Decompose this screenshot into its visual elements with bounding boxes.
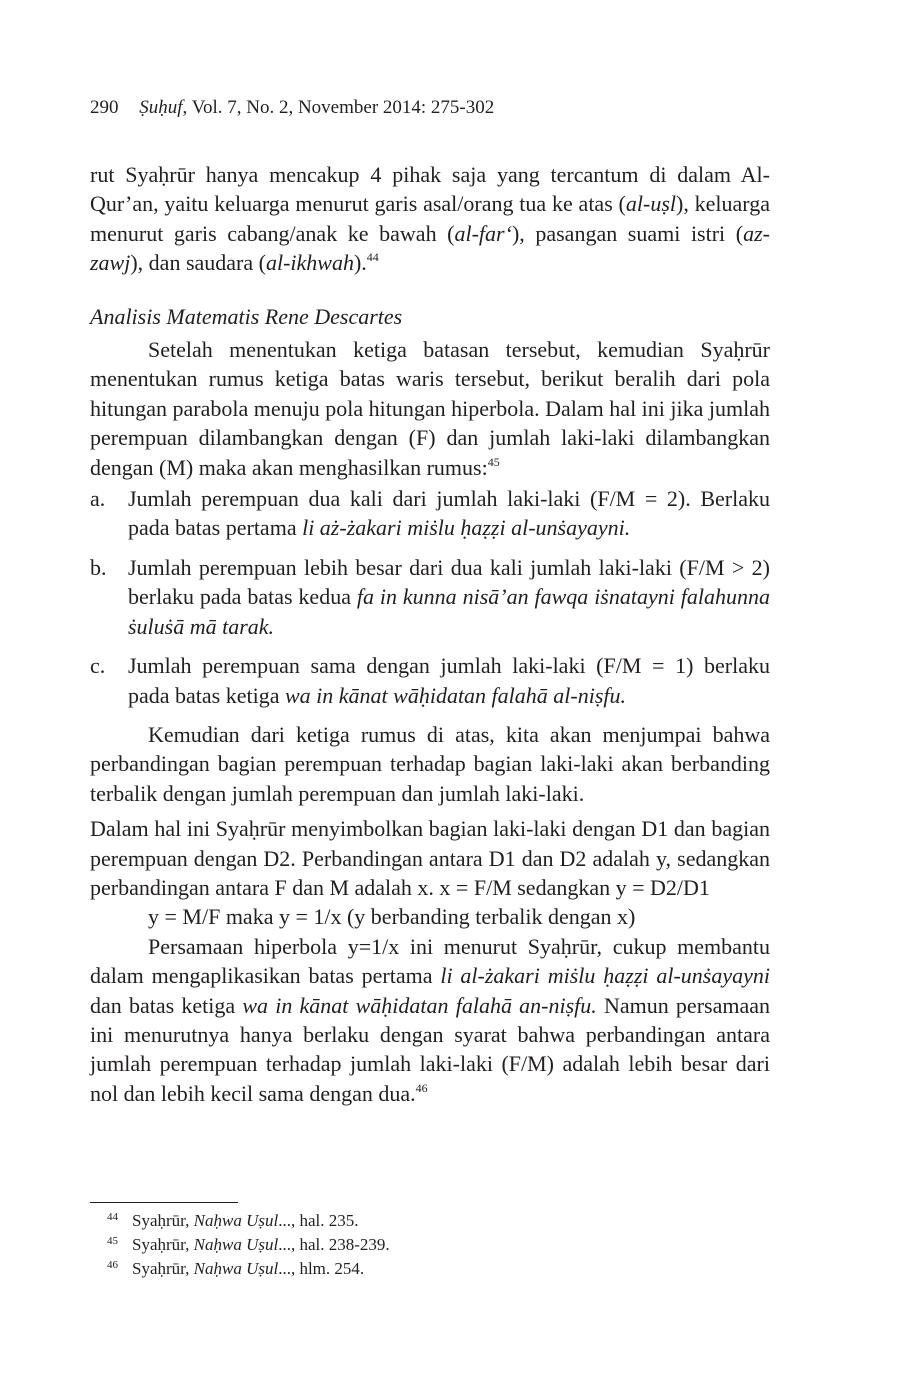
footnote-45	[90, 1233, 770, 1257]
list-item-a	[90, 484, 770, 543]
footnotes	[90, 1202, 770, 1281]
p1-text-3: ), pasangan suami istri (	[511, 220, 744, 246]
p1-italic-3: az-zawj	[90, 220, 770, 276]
p1-text-1: rut Syaḥrūr hanya mencakup 4 pihak saja yang tercantum di dalam Al-Qur’an, yaitu keluarga menurut garis asal/orang tua ke atas (	[90, 162, 770, 217]
list-item-c	[90, 651, 770, 710]
footnote-44	[90, 1209, 770, 1233]
journal-name: Ṣuḥuf	[139, 97, 183, 118]
p1-text-5: ).	[353, 250, 367, 276]
footnote-46	[90, 1257, 770, 1281]
fn44-title: Naḥwa Uṣul	[193, 1211, 279, 1230]
journal-citation: , Vol. 7, No. 2, November 2014: 275-302	[182, 97, 495, 118]
list-c-text: Jumlah perempuan sama dengan jumlah laki-laki (F/M = 1) berlaku pada batas ketiga	[128, 653, 770, 708]
fn45-post: ..., hal. 238-239.	[278, 1235, 390, 1254]
footnote-ref-46[interactable]: 46	[415, 1080, 428, 1095]
p6-text-3: Namun persamaan ini menurutnya hanya berlaku dengan syarat bahwa perbandingan antara jumlah perempuan terhadap jumlah laki-laki (F/M) adalah lebih besar dari nol dan lebih kecil sama dengan dua.	[90, 992, 770, 1106]
footnote-ref-44[interactable]: 44	[366, 250, 379, 265]
p1-italic-1: al-uṣl	[625, 191, 677, 217]
list-c-italic: wa in kānat wāḥidatan falahā al-niṣfu.	[285, 682, 627, 708]
list-marker: c.	[90, 653, 106, 679]
fn46-post: ..., hlm. 254.	[278, 1259, 365, 1278]
paragraph-1	[90, 160, 770, 278]
fn46-pre: Syaḥrūr,	[132, 1259, 194, 1278]
list-marker: b.	[90, 554, 107, 580]
footnote-ref-45[interactable]: 45	[487, 454, 500, 469]
list-item-text	[128, 651, 770, 710]
list-a-text: Jumlah perempuan dua kali dari jumlah laki-laki (F/M = 2). Berlaku pada batas pertama	[128, 486, 770, 541]
p1-italic-4: al-ikhwah	[265, 250, 354, 276]
page-number: 290	[90, 97, 119, 118]
list-item-text	[128, 553, 770, 641]
formula-list	[90, 484, 770, 710]
list-a-italic: li aż-żakari miṡlu ḥaẓẓi al-unṡayayni.	[302, 515, 631, 541]
p6-italic-2: wa in kānat wāḥidatan falahā an-niṣfu.	[242, 992, 597, 1018]
p6-text-2: dan batas ketiga	[90, 992, 243, 1018]
paragraph-6	[90, 932, 770, 1108]
fn45-title: Naḥwa Uṣul	[193, 1235, 279, 1254]
footnote-text	[132, 1209, 770, 1233]
running-header	[90, 97, 494, 119]
p6-italic-1: li al-żakari miṡlu ḥaẓẓi al-unṡayayni	[440, 963, 770, 989]
list-b-text: Jumlah perempuan lebih besar dari dua kali jumlah laki-laki (F/M > 2) berlaku pada batas kedua	[128, 554, 770, 610]
p1-italic-2: al-far‘	[454, 220, 512, 246]
paragraph-3: Kemudian dari ketiga rumus di atas, kita akan menjumpai bahwa perbandingan bagian perempuan terhadap bagian laki-laki akan berbanding terbalik dengan jumlah perempuan dan jumlah laki-laki.	[90, 721, 770, 806]
footnote-text	[132, 1257, 770, 1281]
footnote-text	[132, 1233, 770, 1257]
list-item-b	[90, 553, 770, 641]
paragraph-2	[90, 335, 770, 482]
p2-text: Setelah menentukan ketiga batasan tersebut, kemudian Syaḥrūr menentukan rumus ketiga batas waris tersebut, berikut beralih dari pola hitungan parabola menuju pola hitungan hiperbola. Dalam hal ini jika jumlah perempuan dilambangkan dengan (F) dan jumlah laki-laki dilambangkan dengan (M) maka akan menghasilkan rumus:	[90, 337, 770, 480]
fn44-pre: Syaḥrūr,	[132, 1211, 194, 1230]
section-heading: Analisis Matematis Rene Descartes	[90, 303, 403, 329]
footnote-number: 46	[107, 1259, 118, 1271]
paragraph-5: y = M/F maka y = 1/x (y berbanding terbalik dengan x)	[148, 904, 636, 930]
fn46-title: Naḥwa Uṣul	[193, 1259, 279, 1278]
page-body	[90, 160, 770, 1108]
list-b-italic: fa in kunna nisā’an fawqa iṡnatayni falahunna ṡuluṡā mā tarak.	[128, 584, 770, 639]
footnote-divider	[90, 1202, 238, 1203]
fn44-post: ..., hal. 235.	[278, 1211, 359, 1230]
list-item-text	[128, 484, 770, 543]
footnote-number: 45	[107, 1235, 118, 1247]
paragraph-4: Dalam hal ini Syaḥrūr menyimbolkan bagian laki-laki dengan D1 dan bagian perempuan dengan D2. Perbandingan antara D1 dan D2 adalah y, sedangkan perbandingan antara F dan M adalah x. x = F/M sedangkan y = D2/D1	[90, 816, 770, 900]
footnote-number: 44	[107, 1211, 118, 1223]
p6-text-1: Persamaan hiperbola y=1/x ini menurut Syaḥrūr, cukup membantu dalam mengaplikasikan batas pertama	[90, 933, 770, 989]
p1-text-4: ), dan saudara (	[130, 250, 266, 276]
p1-text-2: ), keluarga menurut garis cabang/anak ke bawah (	[90, 191, 770, 246]
list-marker: a.	[90, 486, 106, 512]
fn45-pre: Syaḥrūr,	[132, 1235, 194, 1254]
